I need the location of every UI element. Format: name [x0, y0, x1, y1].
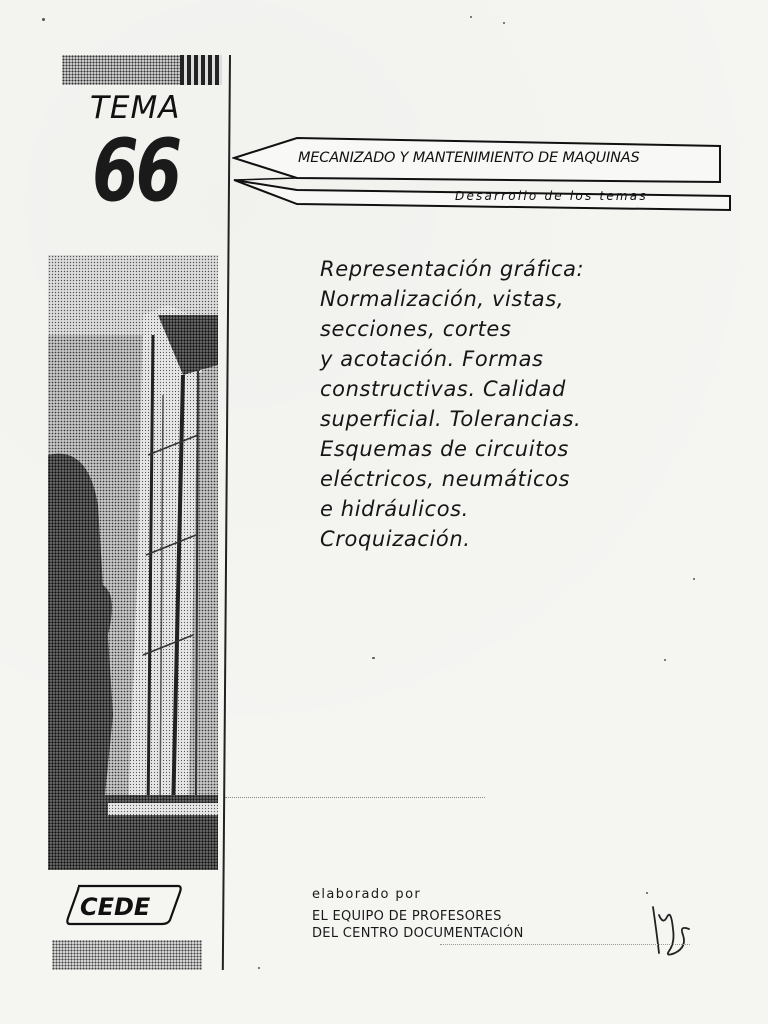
barcode-stripes [180, 55, 222, 85]
topic-title [320, 254, 740, 554]
tema-number: 66 [92, 121, 180, 221]
cover-photo [48, 255, 218, 870]
title-line: Esquemas de circuitos [320, 437, 569, 461]
credits-block [312, 887, 524, 942]
title-line: secciones, cortes [320, 317, 512, 341]
logo-text: CEDE [80, 893, 151, 921]
tema-label: TEMA [90, 90, 181, 126]
title-line: Normalización, vistas, [320, 287, 565, 311]
banner-subtitle: Desarrollo de los temas [455, 189, 648, 203]
scan-speck [693, 578, 695, 580]
title-line: superficial. Tolerancias. [320, 407, 582, 431]
title-line: e hidráulicos. [320, 497, 469, 521]
scan-speck [470, 16, 472, 18]
scan-speck [646, 892, 648, 894]
credits-line-2: DEL CENTRO DOCUMENTACIÓN [312, 926, 524, 941]
scan-speck [258, 967, 260, 969]
credits-by: elaborado por [312, 887, 422, 902]
title-line: constructivas. Calidad [320, 377, 566, 401]
subject-title: MECANIZADO Y MANTENIMIENTO DE MAQUINAS [298, 150, 640, 166]
scan-line [440, 944, 690, 945]
handwritten-signature [645, 895, 705, 965]
title-line: Representación gráfica: [320, 257, 585, 281]
scan-speck [503, 22, 505, 24]
top-halftone-bar [62, 55, 222, 85]
title-line: y acotación. Formas [320, 347, 544, 371]
scan-speck [42, 18, 45, 21]
credits-line-1: EL EQUIPO DE PROFESORES [312, 909, 502, 924]
industrial-structure-image [48, 255, 218, 870]
vertical-divider [222, 55, 231, 970]
scan-speck [372, 657, 375, 659]
scan-speck [664, 659, 666, 661]
title-line: Croquización. [320, 527, 471, 551]
scan-line [225, 797, 485, 798]
bottom-halftone-bar [52, 940, 202, 970]
cede-logo [66, 882, 184, 926]
title-line: eléctricos, neumáticos [320, 467, 571, 491]
